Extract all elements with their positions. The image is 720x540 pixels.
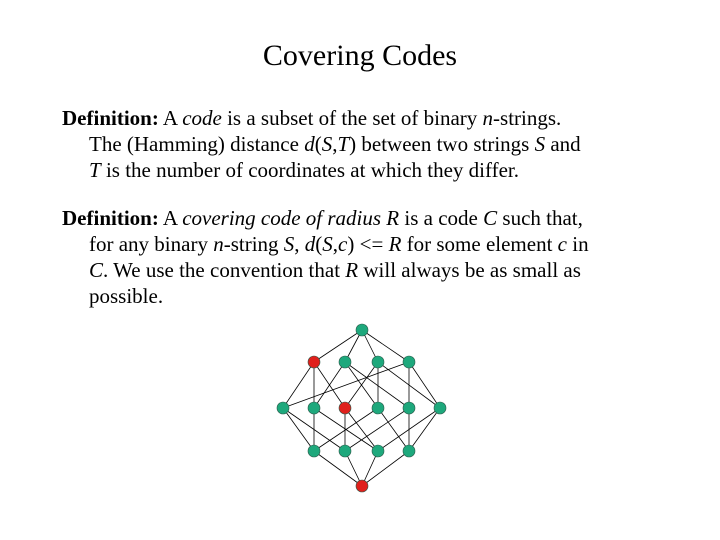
definition-text: ( <box>315 232 323 256</box>
hypercube-edge <box>345 408 378 451</box>
definition-text: A <box>158 106 183 130</box>
hypercube-edge <box>345 408 409 451</box>
definition-text: is a code <box>399 206 484 230</box>
definition-text: ) between two strings <box>349 132 535 156</box>
slide-title: Covering Codes <box>262 39 458 72</box>
definition-text: in <box>567 232 589 256</box>
non-codeword-node <box>308 402 320 414</box>
non-codeword-node <box>403 402 415 414</box>
definition-text: A <box>158 206 183 230</box>
definition-text: will always be as small as <box>358 258 581 282</box>
non-codeword-node <box>308 445 320 457</box>
definition-text: ) <= <box>347 232 389 256</box>
math-symbol: d <box>304 232 316 256</box>
definition-text: -strings. <box>493 106 562 130</box>
math-symbol: R <box>388 232 402 256</box>
math-symbol: d <box>304 132 315 156</box>
definition-text: is the number of coordinates at which they differ. <box>100 158 520 182</box>
non-codeword-node <box>339 445 351 457</box>
math-symbol: T <box>337 132 350 156</box>
math-symbol: code <box>182 106 222 130</box>
hypercube-edge <box>362 330 409 362</box>
hypercube-edge <box>345 362 409 408</box>
hypercube-edge <box>409 408 440 451</box>
math-symbol: S <box>534 132 546 156</box>
codeword-node <box>308 356 320 368</box>
definition-text: and <box>545 132 581 156</box>
non-codeword-node <box>403 356 415 368</box>
math-symbol: S <box>321 132 333 156</box>
math-symbol: C <box>89 258 104 282</box>
non-codeword-node <box>339 356 351 368</box>
hypercube-edge <box>283 408 314 451</box>
definition-text: for some element <box>401 232 558 256</box>
definition-text: for any binary <box>89 232 214 256</box>
non-codeword-node <box>372 445 384 457</box>
hypercube-edge <box>283 362 409 408</box>
hypercube-edge <box>314 451 362 486</box>
math-symbol: covering code of radius R <box>182 206 400 230</box>
math-symbol: n <box>482 106 494 130</box>
definition-text: , <box>294 232 305 256</box>
hypercube-edge <box>362 451 409 486</box>
codeword-node <box>339 402 351 414</box>
math-symbol: c <box>557 232 567 256</box>
math-symbol: n <box>213 232 224 256</box>
hypercube-edge <box>378 408 409 451</box>
math-symbol: S <box>283 232 295 256</box>
codeword-node <box>356 480 368 492</box>
definition-text: such that, <box>497 206 583 230</box>
definition-term: Definition: <box>62 206 159 230</box>
definition-text: -string <box>223 232 284 256</box>
non-codeword-node <box>434 402 446 414</box>
definition-text: The (Hamming) distance <box>89 132 305 156</box>
hypercube-edge <box>314 330 362 362</box>
definition-text: , <box>332 132 338 156</box>
math-symbol: c <box>338 232 348 256</box>
math-symbol: S <box>322 232 333 256</box>
math-symbol: T <box>89 158 101 182</box>
math-symbol: R <box>345 258 359 282</box>
non-codeword-node <box>372 356 384 368</box>
math-symbol: C <box>483 206 498 230</box>
hypercube-edge <box>283 362 314 408</box>
non-codeword-node <box>277 402 289 414</box>
definition-text: ( <box>314 132 322 156</box>
definition-text: is a subset of the set of binary <box>221 106 483 130</box>
non-codeword-node <box>372 402 384 414</box>
definition-text: . We use the convention that <box>103 258 346 282</box>
definition-text: , <box>332 232 339 256</box>
hypercube-edge <box>409 362 440 408</box>
definition-term: Definition: <box>62 106 159 130</box>
non-codeword-node <box>356 324 368 336</box>
non-codeword-node <box>403 445 415 457</box>
definition-text: possible. <box>89 284 164 308</box>
